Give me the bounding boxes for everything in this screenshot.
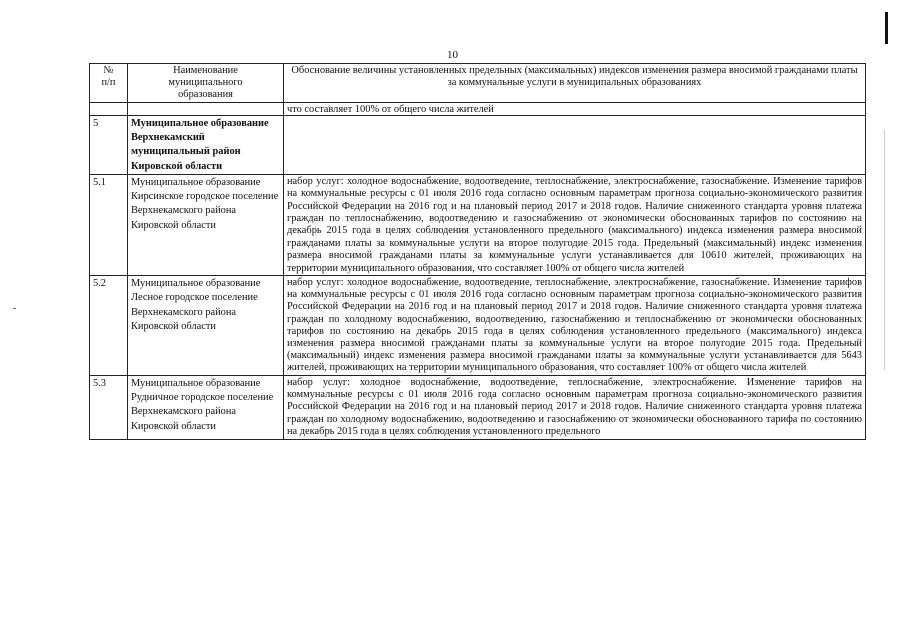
table-row (90, 276, 866, 376)
tariff-justification-table (89, 63, 866, 440)
row-num: 5.1 (90, 174, 128, 275)
page-number: 10 (447, 49, 458, 61)
continuation-row (90, 102, 866, 115)
row-name: Муниципальное образование Верхнекамский муниципальный район Кировской области (128, 115, 284, 174)
table-row (90, 174, 866, 275)
row-num: 5 (90, 115, 128, 174)
continuation-name-cell (128, 102, 284, 115)
scan-edge-mark (885, 12, 888, 44)
row-name: Муниципальное образование Кирсинское городское поселение Верхнекамского района Кировской области (128, 174, 284, 275)
header-name-text: Наименование муниципального образования (168, 65, 243, 101)
row-num: 5.3 (90, 375, 128, 439)
row-justification: набор услуг: холодное водоснабжение, водоотведение, теплоснабжение, электроснабжение, газоснабжение. Изменение тарифов на коммунальные ресурсы с 01 июля 2016 года согласно основным параметрам прогноза социально-экономического развития Российской Федерации на 2016 год и на плановый период 2017 и 2018 годов. Наличие сниженного стандарта уровня платежа граждан по теплоснабжению, водоотведению и газоснабжению от экономически обоснованных тарифов по состоянию на декабрь 2015 года в целях соблюдения установленного предельного (максимального) индекса изменения размера вносимой гражданами платы за коммунальные услуги на второе полугодие 2015 года. Предельный (максимальный) индекс изменения размера вносимой гражданами платы за коммунальные услуги устанавливается для 10610 жителей, проживающих на территории муниципального образования, что составляет 100% от общего числа жителей (284, 174, 866, 275)
header-justification-text: Обоснование величины установленных предельных (максимальных) индексов изменения размера вносимой гражданами платы за коммунальные услуги в муниципальных образованиях (291, 65, 858, 89)
row-name: Муниципальное образование Лесное городское поселение Верхнекамского района Кировской области (128, 276, 284, 376)
table-row (90, 115, 866, 174)
row-num: 5.2 (90, 276, 128, 376)
scan-edge-shadow (884, 130, 885, 370)
scan-dust-mark (13, 308, 16, 309)
header-name (128, 64, 284, 103)
row-name: Муниципальное образование Рудничное городское поселение Верхнекамского района Кировской области (128, 375, 284, 439)
header-num (90, 64, 128, 103)
row-justification: набор услуг: холодное водоснабжение, водоотведение, теплоснабжение, электроснабжение. Изменение тарифов на коммунальные ресурсы с 01 июля 2016 года согласно основным параметрам прогноза социально-экономического развития Российской Федерации на 2016 год и на плановый период 2017 и 2018 годов. Наличие сниженного стандарта уровня платежа граждан по холодному водоснабжению, водоотведению и газоснабжению от экономически обоснованного тарифа по состоянию на декабрь 2015 года в целях соблюдения установленного предельного (284, 375, 866, 439)
table-header-row (90, 64, 866, 103)
header-justification (284, 64, 866, 103)
table-row (90, 375, 866, 439)
header-num-text: № п/п (101, 65, 116, 89)
continuation-text: что составляет 100% от общего числа жителей (284, 102, 866, 115)
continuation-num-cell (90, 102, 128, 115)
row-justification (284, 115, 866, 174)
row-justification: набор услуг: холодное водоснабжение, водоотведение, теплоснабжение, электроснабжение, газоснабжение. Изменение тарифов на коммунальные ресурсы с 01 июля 2016 года согласно основным параметрам прогноза социально-экономического развития Российской Федерации на 2016 год и на плановый период 2017 и 2018 годов. Наличие сниженного стандарта уровня платежа граждан по холодному водоснабжению, водоотведению, газоснабжению и теплоснабжению от экономически обоснованных тарифов по состоянию на декабрь 2015 года в целях соблюдения установленного предельного (максимального) индекса изменения размера вносимой гражданами платы за коммунальные услуги на второе полугодие 2015 года. Предельный (максимальный) индекс изменения размера вносимой гражданами платы за коммунальные услуги устанавливается для 5643 жителей, проживающих на территории муниципального образования, что составляет 100% от общего числа жителей (284, 276, 866, 376)
